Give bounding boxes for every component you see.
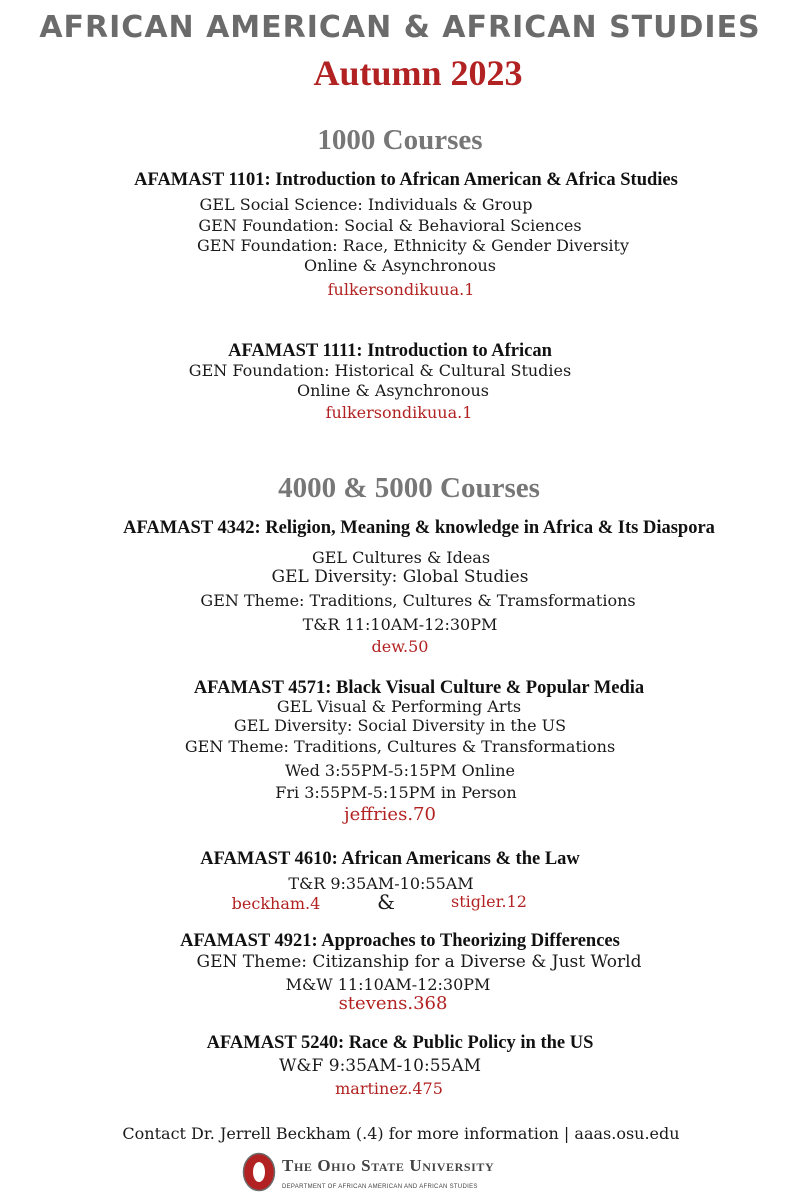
- course-title: AFAMAST 4610: African Americans & the Law: [200, 849, 580, 869]
- course-detail: GEN Foundation: Historical & Cultural Studies: [188, 361, 572, 380]
- course-detail: GEN Theme: Traditions, Cultures & Transformations: [184, 737, 616, 756]
- instructor-link[interactable]: fulkersondikuua.1: [327, 280, 475, 299]
- course-detail: GEN Theme: Traditions, Cultures & Tramsformations: [200, 591, 636, 610]
- course-detail: GEN Foundation: Race, Ethnicity & Gender Diversity: [196, 236, 630, 255]
- course-title: AFAMAST 4571: Black Visual Culture & Popular Media: [193, 678, 645, 698]
- course-title: AFAMAST 1101: Introduction to African American & Africa Studies: [134, 170, 678, 190]
- course-detail: GEN Theme: Citizanship for a Diverse & Just World: [196, 952, 642, 972]
- course-detail: GEL Social Science: Individuals & Group: [199, 195, 533, 214]
- contact-line: Contact Dr. Jerrell Beckham (.4) for more information | aaas.osu.edu: [122, 1124, 680, 1143]
- course-schedule: M&W 11:10AM-12:30PM: [285, 975, 491, 994]
- instructor-link[interactable]: jeffries.70: [344, 804, 436, 825]
- course-schedule: T&R 9:35AM-10:55AM: [288, 874, 474, 893]
- course-schedule: Fri 3:55PM-5:15PM in Person: [275, 783, 517, 802]
- course-detail: GEL Diversity: Social Diversity in the US: [233, 716, 567, 735]
- instructor-link[interactable]: stevens.368: [338, 993, 448, 1014]
- instructor-link[interactable]: stigler.12: [451, 892, 527, 911]
- course-detail: GEL Visual & Performing Arts: [276, 697, 522, 716]
- course-title: AFAMAST 5240: Race & Public Policy in the US: [206, 1033, 594, 1053]
- course-schedule: Wed 3:55PM-5:15PM Online: [284, 761, 516, 780]
- instructor-link[interactable]: beckham.4: [231, 894, 321, 913]
- osu-logo: [238, 1150, 538, 1194]
- course-detail: GEL Diversity: Global Studies: [271, 567, 529, 587]
- term-subtitle: Autumn 2023: [313, 53, 523, 93]
- instructor-link[interactable]: fulkersondikuua.1: [325, 403, 473, 422]
- page-title: AFRICAN AMERICAN & AFRICAN STUDIES: [39, 10, 761, 45]
- course-detail: GEN Foundation: Social & Behavioral Sciences: [198, 216, 582, 235]
- section-heading-4000-5000: 4000 & 5000 Courses: [278, 472, 540, 504]
- instructor-link[interactable]: dew.50: [371, 637, 429, 656]
- course-detail: Online & Asynchronous: [304, 256, 496, 275]
- instructor-link[interactable]: martinez.475: [335, 1079, 443, 1098]
- university-name: The Ohio State University: [282, 1156, 495, 1175]
- course-schedule: W&F 9:35AM-10:55AM: [278, 1056, 482, 1076]
- course-title: AFAMAST 4342: Religion, Meaning & knowledge in Africa & Its Diaspora: [123, 518, 715, 538]
- course-title: AFAMAST 4921: Approaches to Theorizing Differences: [180, 931, 620, 951]
- block-o-icon: [242, 1152, 276, 1192]
- course-detail: Online & Asynchronous: [297, 381, 489, 400]
- department-name: DEPARTMENT OF AFRICAN AMERICAN AND AFRICAN STUDIES: [282, 1184, 478, 1190]
- instructor-joiner: &: [377, 890, 395, 914]
- course-detail: GEL Cultures & Ideas: [311, 548, 491, 567]
- svg-text:O: O: [259, 1190, 260, 1191]
- course-title: AFAMAST 1111: Introduction to African: [228, 341, 552, 361]
- course-schedule: T&R 11:10AM-12:30PM: [302, 615, 498, 634]
- section-heading-1000: 1000 Courses: [317, 124, 483, 156]
